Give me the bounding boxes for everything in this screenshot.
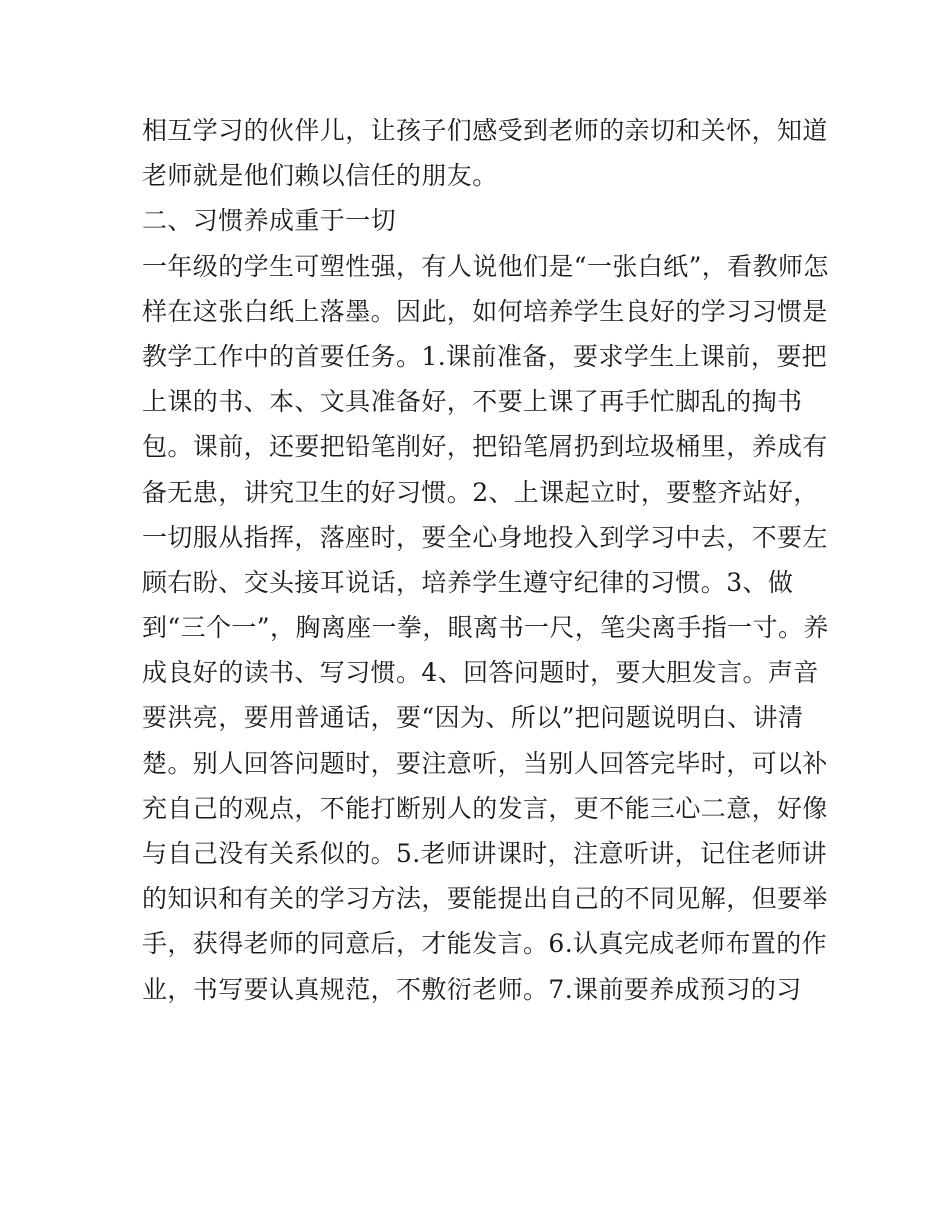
text-line: 到“三个一”，胸离座一拳，眼离书一尺，笔尖离手指一寸。养 <box>142 613 829 643</box>
text-line: 包。课前，还要把铅笔削好，把铅笔屑扔到垃圾桶里，养成有 <box>142 432 828 462</box>
text-line: 成良好的读书、写习惯。4、回答问题时，要大胆发言。声音 <box>142 658 819 688</box>
text-line: 教学工作中的首要任务。1.课前准备，要求学生上课前，要把 <box>142 341 828 371</box>
text-line: 一年级的学生可塑性强，有人说他们是“一张白纸”，看教师怎 <box>142 251 829 281</box>
text-line: 备无患，讲究卫生的好习惯。2、上课起立时，要整齐站好， <box>142 477 819 507</box>
text-line: 上课的书、本、文具准备好，不要上课了再手忙脚乱的掏书 <box>142 387 803 417</box>
text-line: 样在这张白纸上落墨。因此，如何培养学生良好的学习习惯是 <box>142 296 828 326</box>
text-line: 老师就是他们赖以信任的朋友。 <box>142 161 498 191</box>
text-line: 手，获得老师的同意后，才能发言。6.认真完成老师布置的作 <box>142 929 828 959</box>
text-line: 相互学习的伙伴儿，让孩子们感受到老师的亲切和关怀，知道 <box>142 116 828 145</box>
body-text <box>142 108 829 1012</box>
text-line: 顾右盼、交头接耳说话，培养学生遵守纪律的习惯。3、做 <box>142 567 794 597</box>
section-heading: 二、习惯养成重于一切 <box>142 206 397 236</box>
text-line: 楚。别人回答问题时，要注意听，当别人回答完毕时，可以补 <box>142 748 828 778</box>
text-line: 业，书写要认真规范，不敷衍老师。7.课前要养成预习的习 <box>142 974 802 1004</box>
text-line: 要洪亮，要用普通话，要“因为、所以”把问题说明白、讲清 <box>142 703 804 733</box>
text-line: 一切服从指挥，落座时，要全心身地投入到学习中去，不要左 <box>142 522 828 552</box>
text-line: 与自己没有关系似的。5.老师讲课时，注意听讲，记住老师讲 <box>142 839 828 868</box>
text-line: 的知识和有关的学习方法，要能提出自己的不同见解，但要举 <box>142 884 828 914</box>
text-line: 充自己的观点，不能打断别人的发言，更不能三心二意，好像 <box>142 793 828 823</box>
